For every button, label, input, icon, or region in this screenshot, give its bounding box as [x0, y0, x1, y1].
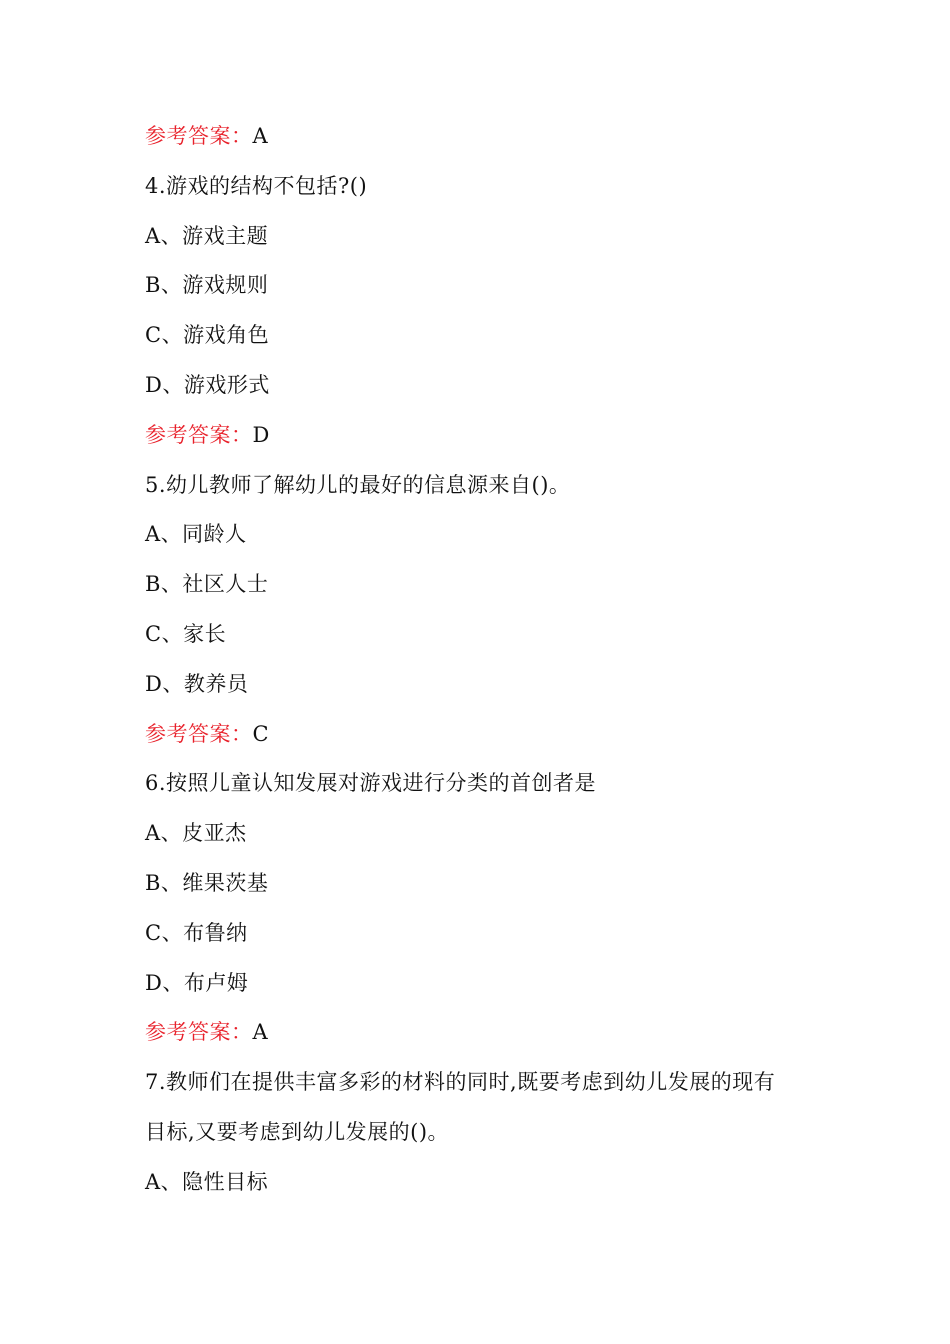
answer-label: 参考答案： [145, 422, 253, 447]
question-stem-q4: 4.游戏的结构不包括?() [145, 173, 368, 198]
option-q5-c: C、家长 [145, 621, 227, 646]
answer-value: C [252, 721, 270, 746]
answer-label: 参考答案： [145, 124, 253, 148]
question-stem-q5: 5.幼儿教师了解幼儿的最好的信息源来自()。 [145, 472, 571, 497]
answer-value: A [252, 1020, 269, 1045]
option-q6-a: A、皮亚杰 [145, 821, 247, 846]
question-stem-q7-line2: 目标,又要考虑到幼儿发展的()。 [145, 1119, 450, 1144]
option-q4-b: B、游戏规则 [145, 273, 269, 298]
answer-value: A [252, 124, 269, 148]
answer-line-q4 [145, 411, 825, 461]
answer-label: 参考答案： [145, 721, 253, 746]
option-q4-a: A、游戏主题 [145, 223, 269, 248]
option-q6-b: B、维果茨基 [145, 870, 269, 895]
option-q4-c: C、游戏角色 [145, 323, 270, 348]
option-q6-c: C、布鲁纳 [145, 920, 248, 945]
answer-line-q5 [145, 710, 825, 760]
option-q4-d: D、游戏形式 [145, 372, 270, 397]
option-q5-d: D、教养员 [145, 671, 249, 696]
option-q5-a: A、同龄人 [145, 522, 247, 547]
answer-line-q6 [145, 1008, 825, 1058]
question-stem-q7-line1: 7.教师们在提供丰富多彩的材料的同时,既要考虑到幼儿发展的现有 [145, 1070, 776, 1095]
option-q6-d: D、布卢姆 [145, 970, 249, 995]
question-stem-q6: 6.按照儿童认知发展对游戏进行分类的首创者是 [145, 771, 597, 796]
option-q7-a: A、隐性目标 [145, 1169, 269, 1194]
document-page [145, 112, 825, 1208]
option-q5-b: B、社区人士 [145, 572, 269, 597]
answer-value: D [252, 422, 270, 447]
answer-label: 参考答案： [145, 1020, 253, 1045]
answer-line-q3 [145, 112, 825, 162]
